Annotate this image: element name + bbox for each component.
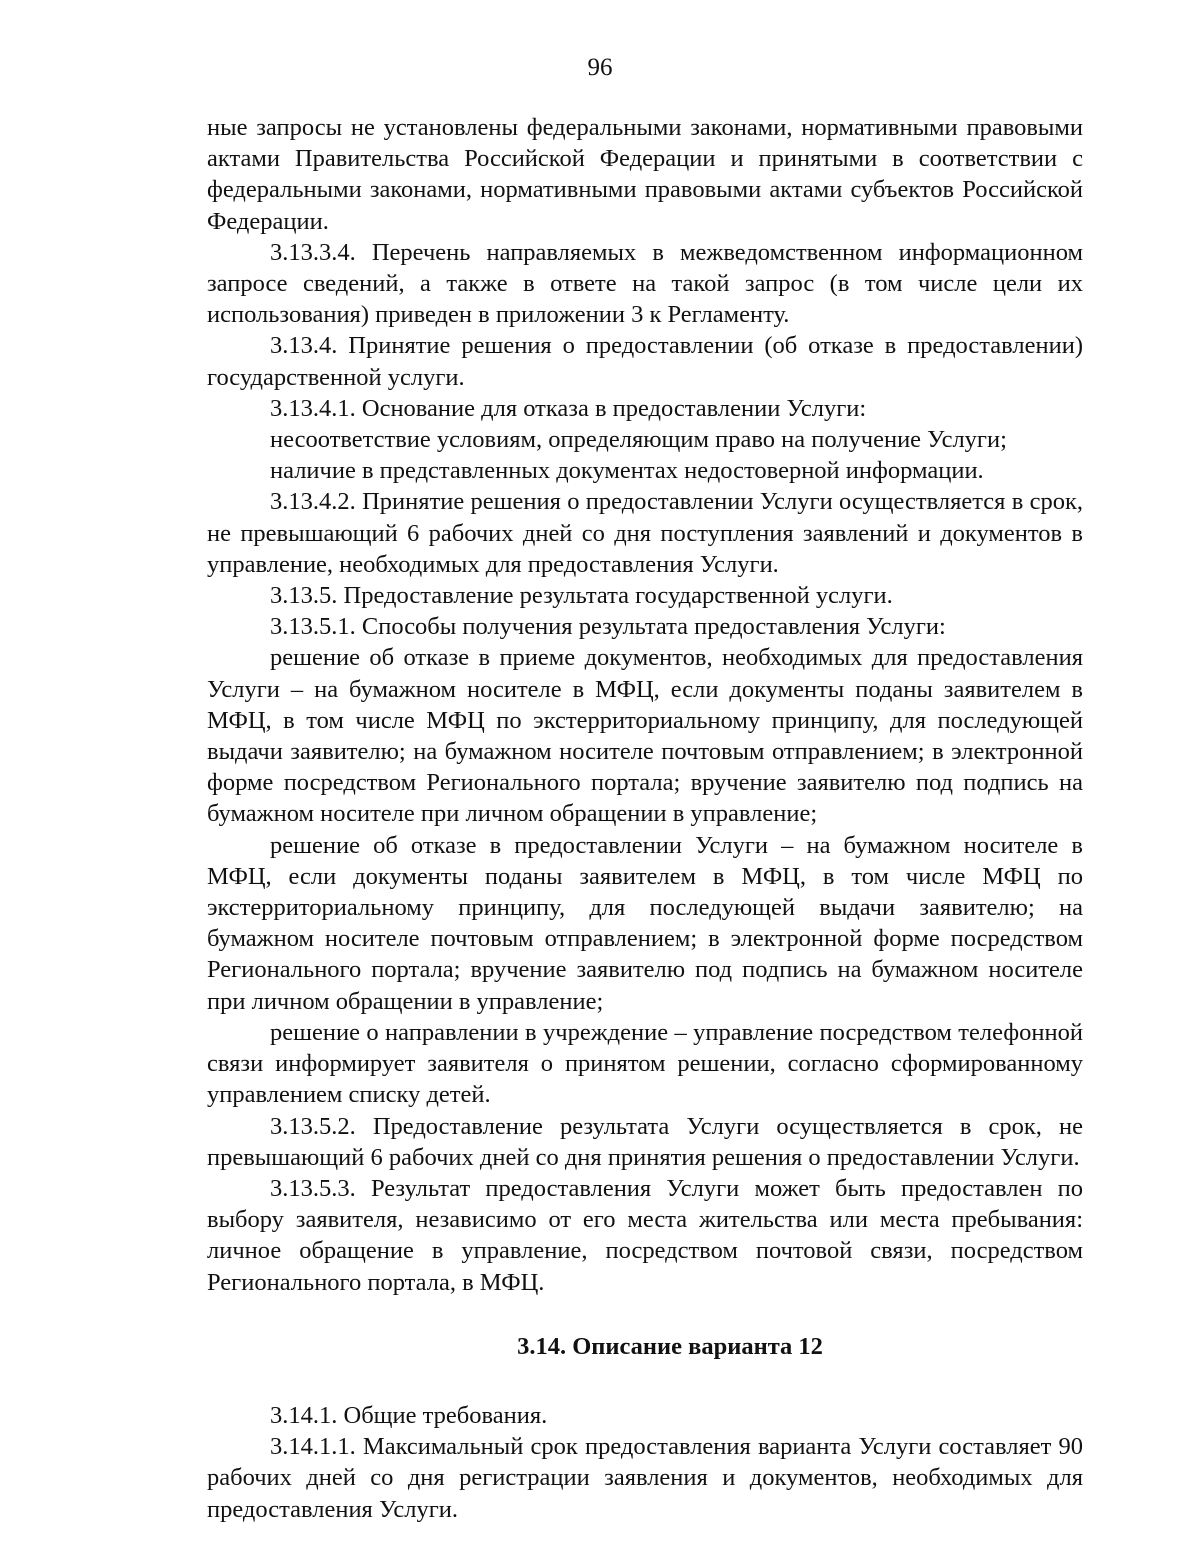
page-number: 96: [587, 54, 613, 81]
paragraph: решение об отказе в предоставлении Услуги – на бумажном носителе в МФЦ, если документы поданы заявителем в МФЦ, в том числе МФЦ по экстерриториальному принципу, для последующей выдачи заявителю; на бумажном носителе почтовым отправлением; в электронной форме посредством Регионального портала; вручение заявителю под подпись на бумажном носителе при личном обращении в управление;: [207, 831, 1083, 1015]
paragraph: решение о направлении в учреждение – управление посредством телефонной связи информирует заявителя о принятом решении, согласно сформированному управлением списку детей.: [207, 1018, 1083, 1109]
paragraph: наличие в представленных документах недостоверной информации.: [270, 457, 984, 485]
paragraph: 3.13.5.2. Предоставление результата Услуги осуществляется в срок, не превышающий 6 рабочих дней со дня принятия решения о предоставлении Услуги.: [207, 1112, 1083, 1171]
paragraph: 3.14.1.1. Максимальный срок предоставления варианта Услуги составляет 90 рабочих дней со дня регистрации заявления и документов, необходимых для предоставления Услуги.: [207, 1433, 1083, 1523]
section-heading: 3.14. Описание варианта 12: [517, 1332, 823, 1360]
paragraph: 3.13.3.4. Перечень направляемых в межведомственном информационном запросе сведений, а также в ответе на такой запрос (в том числе цели их использования) приведен в приложении 3 к Регламенту.: [207, 238, 1083, 329]
paragraph: 3.13.5.1. Способы получения результата предоставления Услуги:: [270, 613, 946, 641]
paragraph: 3.13.4. Принятие решения о предоставлении (об отказе в предоставлении) государственной услуги.: [207, 332, 1083, 391]
paragraph: несоответствие условиям, определяющим право на получение Услуги;: [270, 426, 1007, 454]
paragraph: 3.13.4.2. Принятие решения о предоставлении Услуги осуществляется в срок, не превышающий 6 рабочих дней со дня поступления заявлений и документов в управление, необходимых для предоставления Услуги.: [207, 488, 1083, 578]
paragraph: ные запросы не установлены федеральными законами, нормативными правовыми актами Правительства Российской Федерации и принятыми в соответствии с федеральными законами, нормативными правовыми актами субъектов Российской Федерации.: [207, 114, 1083, 235]
paragraph: 3.13.4.1. Основание для отказа в предоставлении Услуги:: [270, 394, 867, 422]
paragraph: 3.13.5.3. Результат предоставления Услуги может быть предоставлен по выбору заявителя, независимо от его места жительства или места пребывания: личное обращение в управление, посредством почтовой связи, посредством Регионального портала, в МФЦ.: [207, 1174, 1083, 1296]
document-body: [207, 112, 1083, 1525]
paragraph: решение об отказе в приеме документов, необходимых для предоставления Услуги – на бумажном носителе в МФЦ, если документы поданы заявителем в МФЦ, в том числе МФЦ по экстерриториальному принципу, для последующей выдачи заявителю; на бумажном носителе почтовым отправлением; в электронной форме посредством Регионального портала; вручение заявителю под подпись на бумажном носителе при личном обращении в управление;: [207, 644, 1083, 828]
paragraph: 3.14.1. Общие требования.: [270, 1401, 548, 1429]
paragraph: 3.13.5. Предоставление результата государственной услуги.: [270, 582, 893, 610]
